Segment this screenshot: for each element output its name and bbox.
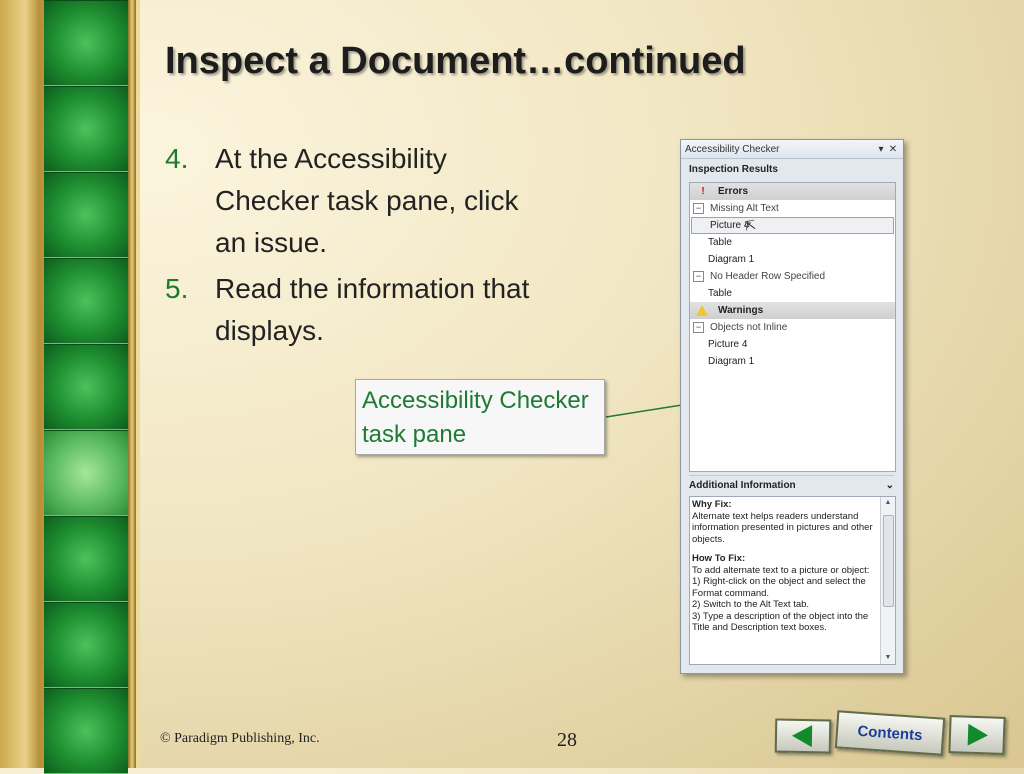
- list-item-label: Picture 4: [710, 220, 750, 231]
- step-text: Read the information that displays.: [215, 273, 530, 346]
- step-text: At the Accessibility Checker task pane, click an issue.: [215, 143, 519, 258]
- green-tile: [44, 172, 128, 258]
- why-fix-heading: Why Fix:: [692, 499, 732, 510]
- green-tile: [44, 344, 128, 430]
- green-tile: [44, 258, 128, 344]
- contents-button[interactable]: [835, 710, 945, 755]
- contents-label: Contents: [856, 722, 924, 744]
- sidebar-decoration: [0, 0, 140, 768]
- next-arrow-icon: [968, 724, 989, 747]
- green-tile: [44, 516, 128, 602]
- how-to-fix-line: 1) Right-click on the object and select the Format command.: [692, 576, 866, 599]
- accessibility-checker-pane: [680, 139, 904, 674]
- inspection-results-list[interactable]: [689, 182, 896, 472]
- scrollbar[interactable]: [880, 497, 895, 664]
- green-tile: [44, 0, 128, 86]
- callout-box: Accessibility Checker task pane: [355, 379, 605, 455]
- additional-info-header[interactable]: [689, 475, 894, 494]
- collapse-icon[interactable]: −: [693, 203, 704, 214]
- list-item-label: Table: [708, 288, 732, 299]
- scroll-up-icon[interactable]: ▲: [884, 499, 892, 506]
- step-number: 5.: [165, 273, 189, 304]
- why-fix-text: Alternate text helps readers understand information presented in pictures and other objects.: [692, 510, 873, 545]
- errors-header: [690, 183, 895, 200]
- green-tile: [44, 602, 128, 688]
- tree-node-label: No Header Row Specified: [710, 271, 826, 282]
- additional-info-text: [692, 499, 875, 634]
- list-item-label: Diagram 1: [708, 254, 755, 265]
- step-item: [165, 138, 555, 264]
- pane-header: [681, 140, 903, 159]
- list-item-label: Table: [708, 237, 732, 248]
- list-item[interactable]: [691, 217, 894, 234]
- warning-icon: [696, 305, 708, 316]
- how-to-fix-heading: How To Fix:: [692, 553, 746, 564]
- pane-title: Accessibility Checker: [685, 143, 780, 155]
- scroll-down-icon[interactable]: ▼: [884, 654, 892, 661]
- list-item-label: Diagram 1: [708, 356, 755, 367]
- prev-button[interactable]: [775, 719, 832, 754]
- how-to-fix-line: 2) Switch to the Alt Text tab.: [692, 599, 810, 610]
- additional-info-box: [689, 496, 896, 665]
- list-item[interactable]: [690, 234, 895, 251]
- green-tile: [44, 688, 128, 774]
- error-icon: !: [701, 186, 705, 197]
- green-tile: [44, 430, 128, 516]
- chevron-down-icon[interactable]: ⌄: [885, 479, 894, 491]
- step-list: [165, 138, 555, 356]
- tree-node[interactable]: [690, 319, 895, 336]
- list-item[interactable]: [690, 336, 895, 353]
- scroll-thumb[interactable]: [883, 515, 894, 607]
- additional-info-label: Additional Information: [689, 479, 796, 491]
- how-to-fix-line: To add alternate text to a picture or object:: [692, 564, 870, 576]
- mouse-cursor-icon: ⇱: [744, 216, 758, 234]
- step-item: [165, 268, 555, 352]
- tree-node[interactable]: [690, 200, 895, 217]
- inspection-results-label: Inspection Results: [689, 164, 778, 175]
- tree-node[interactable]: [690, 268, 895, 285]
- gold-strip: [128, 0, 136, 768]
- prev-arrow-icon: [792, 725, 812, 747]
- list-item[interactable]: [690, 353, 895, 370]
- dropdown-arrow-icon[interactable]: ▾: [878, 143, 884, 155]
- green-tile-column: [44, 0, 128, 768]
- how-to-fix-line: 3) Type a description of the object into the Title and Description text boxes.: [692, 610, 869, 633]
- step-number: 4.: [165, 143, 189, 174]
- collapse-icon[interactable]: −: [693, 322, 704, 333]
- tree-node-label: Missing Alt Text: [710, 203, 779, 214]
- green-tile: [44, 86, 128, 172]
- copyright-text: © Paradigm Publishing, Inc.: [160, 731, 320, 746]
- warnings-header: [690, 302, 895, 319]
- close-icon[interactable]: ✕: [888, 143, 898, 155]
- tree-node-label: Objects not Inline: [710, 322, 788, 333]
- collapse-icon[interactable]: −: [693, 271, 704, 282]
- page-number: 28: [557, 729, 577, 751]
- list-item[interactable]: [690, 251, 895, 268]
- next-button[interactable]: [948, 715, 1005, 755]
- warnings-label: Warnings: [718, 305, 764, 316]
- list-item-label: Picture 4: [708, 339, 748, 350]
- slide-title: Inspect a Document…continued: [165, 40, 746, 82]
- list-item[interactable]: [690, 285, 895, 302]
- errors-label: Errors: [718, 186, 749, 197]
